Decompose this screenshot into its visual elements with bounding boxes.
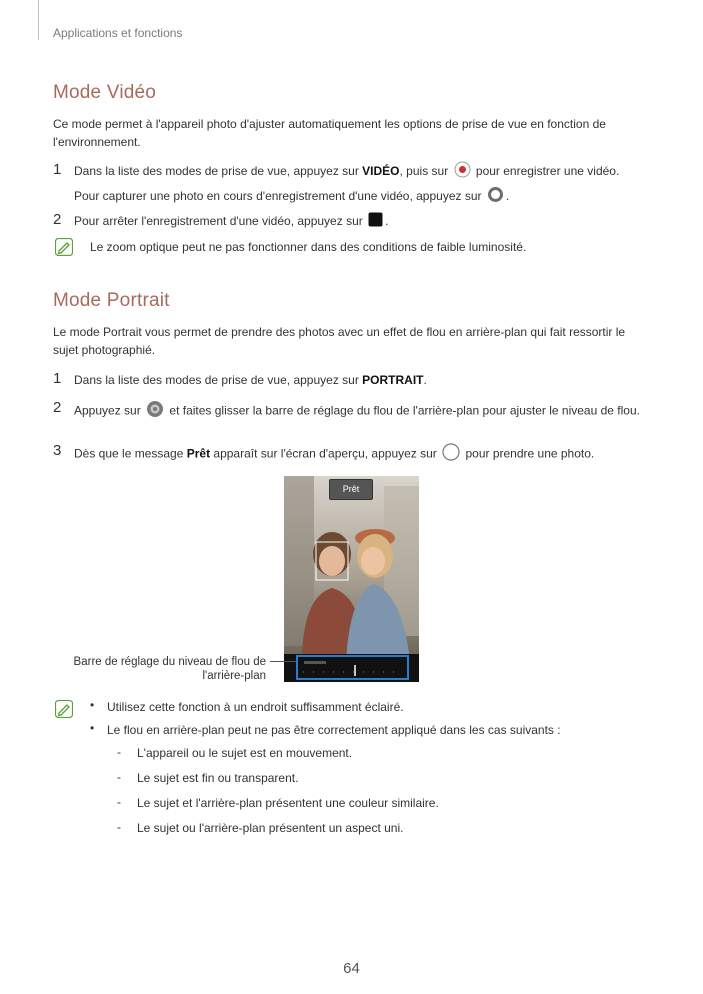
video-note: Le zoom optique peut ne pas fonctionner dans des conditions de faible luminosité. [90, 240, 527, 254]
note-dash-2: Le sujet est fin ou transparent. [137, 771, 299, 785]
note-dash-4: Le sujet ou l'arrière-plan présentent un aspect uni. [137, 821, 404, 835]
note-dash-1: L'appareil ou le sujet est en mouvement. [137, 746, 353, 760]
dash: - [117, 770, 121, 784]
ready-label: Prêt [186, 446, 211, 461]
header-rule [38, 0, 39, 40]
shutter-icon [442, 443, 460, 466]
dash: - [117, 795, 121, 809]
portrait-step3-text: Dès que le message Prêt apparaît sur l'écran d'aperçu, appuyez sur pour prendre une photo. [74, 443, 644, 466]
note-icon [55, 238, 73, 261]
portrait-mode-label: PORTRAIT [362, 373, 424, 387]
portrait-step3-number: 3 [53, 442, 62, 459]
note-dash-3: Le sujet et l'arrière-plan présentent une couleur similaire. [137, 796, 439, 810]
section-header: Applications et fonctions [53, 26, 183, 40]
portrait-preview-screenshot [284, 476, 419, 682]
portrait-step2-text: Appuyez sur et faites glisser la barre de réglage du flou de l'arrière-plan pour ajuster le niveau de flou. [74, 400, 644, 423]
dash: - [117, 820, 121, 834]
video-step1-number: 1 [53, 161, 62, 178]
capture-icon [487, 186, 504, 208]
portrait-mode-title: Mode Portrait [53, 290, 170, 311]
portrait-step1-text: Dans la liste des modes de prise de vue, appuyez sur PORTRAIT. [74, 373, 427, 387]
portrait-step1-number: 1 [53, 370, 62, 387]
dash: - [117, 745, 121, 759]
video-mode-title: Mode Vidéo [53, 82, 157, 103]
page-number: 64 [343, 960, 360, 977]
note-bullet-1: Utilisez cette fonction à un endroit suffisamment éclairé. [107, 700, 404, 714]
video-mode-intro: Ce mode permet à l'appareil photo d'ajuster automatiquement les options de prise de vue en fonction de l'environnement. [53, 117, 606, 149]
video-step1-line2: Pour capturer une photo en cours d'enregistrement d'une vidéo, appuyez sur . [74, 186, 644, 208]
blur-level-slider[interactable] [296, 655, 409, 680]
ready-badge: Prêt [329, 479, 373, 500]
portrait-step2-number: 2 [53, 399, 62, 416]
note-icon [55, 700, 73, 723]
record-icon [454, 161, 471, 183]
blur-slider-callout: Barre de réglage du niveau de flou de l'arrière-plan [73, 656, 266, 682]
note-bullet-2: Le flou en arrière-plan peut ne pas être correctement appliqué dans les cas suivants : [107, 723, 561, 737]
portrait-effect-icon [146, 400, 164, 423]
bullet: • [90, 698, 95, 712]
bullet: • [90, 721, 95, 735]
portrait-mode-intro: Le mode Portrait vous permet de prendre des photos avec un effet de flou en arrière-plan qui fait ressortir le sujet photographié. [53, 325, 626, 357]
callout-line [270, 661, 296, 662]
stop-icon [368, 212, 383, 232]
video-step2-number: 2 [53, 211, 62, 228]
video-mode-label: VIDÉO [362, 164, 400, 179]
video-step2-text: Pour arrêter l'enregistrement d'une vidéo, appuyez sur . [74, 212, 644, 232]
video-step1-text: Dans la liste des modes de prise de vue, appuyez sur VIDÉO, puis sur pour enregistrer une vidéo. [74, 161, 644, 183]
